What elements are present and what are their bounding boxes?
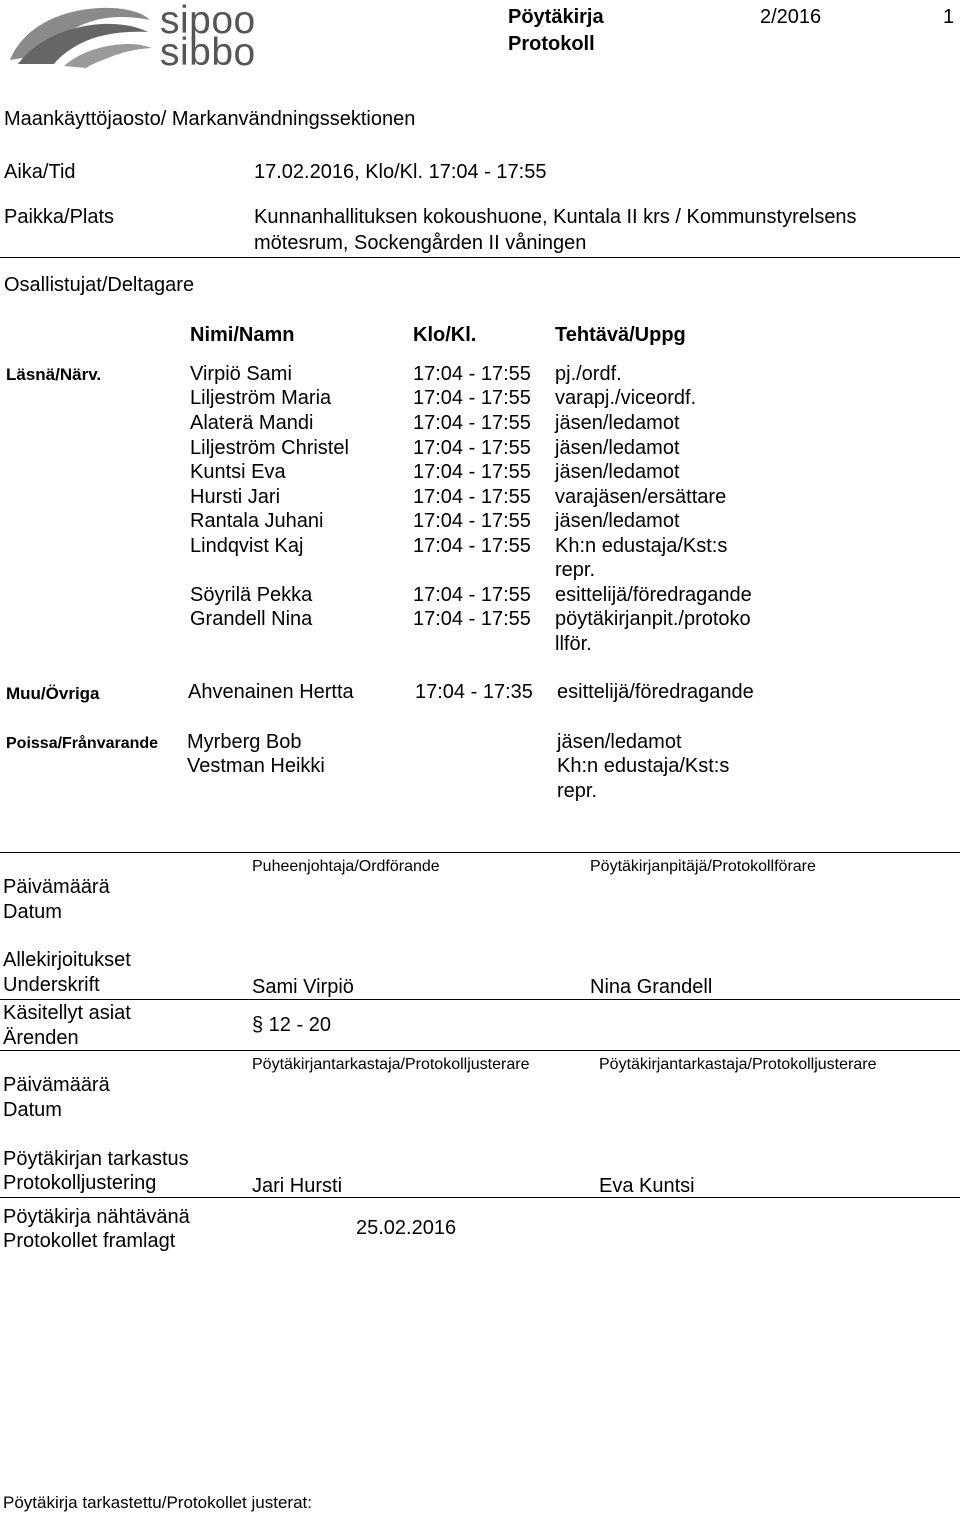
other-time: 17:04 - 17:35 (415, 681, 533, 703)
divider (0, 1050, 960, 1051)
participant-time: 17:04 - 17:55 (413, 486, 531, 508)
logo-text-sibbo: sibbo (160, 31, 256, 74)
checker-name-1: Jari Hursti (252, 1175, 343, 1197)
header-time: Klo/Kl. (413, 324, 477, 346)
doc-number: 2/2016 (760, 6, 822, 28)
absent-role: Kh:n edustaja/Kst:s (557, 755, 730, 777)
place-line-1: Kunnanhallituksen kokoushuone, Kuntala II krs / Kommunstyrelsens (254, 206, 857, 228)
signatures-label-fi: Allekirjoitukset (3, 949, 131, 971)
absent-name: Myrberg Bob (187, 731, 302, 753)
header-role: Tehtävä/Uppg (555, 324, 686, 346)
participant-time: 17:04 - 17:55 (413, 510, 531, 532)
place-label: Paikka/Plats (4, 206, 115, 228)
time-label: Aika/Tid (4, 161, 76, 183)
participant-role: jäsen/ledamot (555, 510, 680, 532)
participant-name: Alaterä Mandi (190, 412, 314, 434)
place-line-2: mötesrum, Sockengården II våningen (254, 232, 587, 254)
chair-name: Sami Virpiö (252, 976, 354, 998)
absent-role: jäsen/ledamot (557, 731, 682, 753)
divider (0, 999, 960, 1000)
page-number: 1 (943, 6, 955, 28)
items-value: § 12 - 20 (252, 1014, 331, 1036)
divider (0, 1197, 960, 1198)
other-name: Ahvenainen Hertta (188, 681, 354, 703)
present-label: Läsnä/Närv. (6, 365, 102, 384)
participant-name: Lindqvist Kaj (190, 535, 304, 557)
other-label: Muu/Övriga (6, 684, 100, 703)
divider (0, 257, 960, 258)
participant-time: 17:04 - 17:55 (413, 608, 531, 630)
divider (0, 852, 960, 853)
footer-note: Pöytäkirja tarkastettu/Protokollet justerat: (3, 1493, 312, 1512)
participant-role-cont: llför. (555, 633, 592, 655)
items-label-fi: Käsitellyt asiat (3, 1002, 131, 1024)
participant-time: 17:04 - 17:55 (413, 363, 531, 385)
participant-time: 17:04 - 17:55 (413, 584, 531, 606)
participant-role: varajäsen/ersättare (555, 486, 727, 508)
date2-label-fi: Päivämäärä (3, 1074, 110, 1096)
other-role: esittelijä/föredragande (557, 681, 754, 703)
participant-name: Liljeström Maria (190, 387, 332, 409)
participant-role: esittelijä/föredragande (555, 584, 752, 606)
public-label-sv: Protokollet framlagt (3, 1230, 176, 1252)
sipoo-sibbo-logo-icon (4, 2, 154, 68)
participant-name: Rantala Juhani (190, 510, 324, 532)
review-label-sv: Protokolljustering (3, 1172, 157, 1194)
participants-label: Osallistujat/Deltagare (4, 274, 195, 296)
participant-time: 17:04 - 17:55 (413, 387, 531, 409)
participant-name: Grandell Nina (190, 608, 313, 630)
participant-role: Kh:n edustaja/Kst:s (555, 535, 728, 557)
checker-title-2: Pöytäkirjantarkastaja/Protokolljusterare (599, 1056, 877, 1073)
committee-name: Maankäyttöjaosto/ Markanvändningssektionen (4, 108, 416, 130)
chair-title: Puheenjohtaja/Ordförande (252, 858, 440, 875)
time-value: 17.02.2016, Klo/Kl. 17:04 - 17:55 (254, 161, 547, 183)
secretary-name: Nina Grandell (590, 976, 713, 998)
items-label-sv: Ärenden (3, 1027, 79, 1049)
absent-label: Poissa/Frånvarande (6, 735, 159, 752)
doc-type-fi: Pöytäkirja (508, 6, 604, 28)
participant-name: Virpiö Sami (190, 363, 292, 385)
participant-role: pj./ordf. (555, 363, 622, 385)
header-name: Nimi/Namn (190, 324, 295, 346)
date2-label-sv: Datum (3, 1099, 62, 1121)
logo (4, 0, 256, 74)
participant-time: 17:04 - 17:55 (413, 535, 531, 557)
public-label-fi: Pöytäkirja nähtävänä (3, 1206, 190, 1228)
review-label-fi: Pöytäkirjan tarkastus (3, 1148, 189, 1170)
absent-name: Vestman Heikki (187, 755, 325, 777)
participant-role: varapj./viceordf. (555, 387, 697, 409)
logo-text-sipoo: sipoo (160, 0, 256, 42)
signatures-label-sv: Underskrift (3, 974, 100, 996)
participant-name: Söyrilä Pekka (190, 584, 313, 606)
participant-time: 17:04 - 17:55 (413, 461, 531, 483)
participant-role: pöytäkirjanpit./protoko (555, 608, 751, 630)
public-date: 25.02.2016 (356, 1217, 457, 1239)
checker-name-2: Eva Kuntsi (599, 1175, 695, 1197)
participant-role: jäsen/ledamot (555, 412, 680, 434)
participant-time: 17:04 - 17:55 (413, 437, 531, 459)
participant-role: jäsen/ledamot (555, 461, 680, 483)
doc-type-sv: Protokoll (508, 33, 595, 55)
participant-name: Liljeström Christel (190, 437, 349, 459)
secretary-title: Pöytäkirjanpitäjä/Protokollförare (590, 858, 816, 875)
checker-title-1: Pöytäkirjantarkastaja/Protokolljusterare (252, 1056, 530, 1073)
participant-name: Kuntsi Eva (190, 461, 286, 483)
participant-name: Hursti Jari (190, 486, 281, 508)
date-label-fi: Päivämäärä (3, 876, 110, 898)
absent-role-cont: repr. (557, 780, 598, 802)
participant-role: jäsen/ledamot (555, 437, 680, 459)
date-label-sv: Datum (3, 901, 62, 923)
participant-role-cont: repr. (555, 559, 596, 581)
participant-time: 17:04 - 17:55 (413, 412, 531, 434)
